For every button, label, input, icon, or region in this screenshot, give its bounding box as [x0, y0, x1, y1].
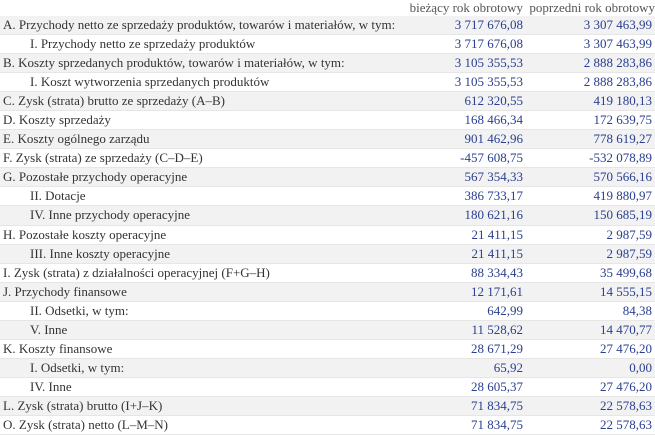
table-header: [0, 0, 655, 16]
row-label: I. Przychody netto ze sprzedaży produktów: [30, 36, 256, 52]
row-previous-value: 27 476,20: [600, 340, 652, 356]
table-row: [0, 226, 655, 245]
table-row: [0, 111, 655, 130]
row-current-value: 567 354,33: [464, 169, 523, 185]
row-current-value: 12 171,61: [471, 283, 523, 299]
row-label: K. Koszty finansowe: [3, 340, 113, 356]
table-row: [0, 321, 655, 340]
row-previous-value: 570 566,16: [593, 169, 652, 185]
row-previous-value: 419 880,97: [593, 188, 652, 204]
table-row: [0, 245, 655, 264]
table-row: [0, 340, 655, 359]
row-current-value: 3 105 355,53: [454, 74, 523, 90]
row-label: B. Koszty sprzedanych produktów, towarów i materiałów, w tym:: [3, 55, 345, 71]
table-row: [0, 187, 655, 206]
row-label: H. Pozostałe koszty operacyjne: [3, 226, 167, 242]
row-current-value: 28 671,29: [471, 340, 523, 356]
row-previous-value: 2 888 283,86: [583, 74, 652, 90]
row-current-value: 3 717 676,08: [454, 36, 523, 52]
row-label: I. Odsetki, w tym:: [30, 359, 125, 375]
row-previous-value: -532 078,89: [589, 150, 652, 166]
row-previous-value: 172 639,75: [593, 112, 652, 128]
row-previous-value: 150 685,19: [593, 207, 652, 223]
row-current-value: 71 834,75: [471, 397, 523, 413]
table-body: [0, 16, 655, 435]
row-previous-value: 3 307 463,99: [583, 17, 652, 33]
row-current-value: 11 528,62: [471, 321, 523, 337]
row-label: II. Odsetki, w tym:: [30, 302, 129, 318]
table-row: [0, 359, 655, 378]
row-label: F. Zysk (strata) ze sprzedaży (C–D–E): [3, 150, 203, 166]
row-current-value: 3 717 676,08: [454, 17, 523, 33]
table-row: [0, 16, 655, 35]
row-current-value: 901 462,96: [464, 131, 523, 147]
row-current-value: 71 834,75: [471, 417, 523, 432]
row-current-value: 21 411,15: [471, 226, 523, 242]
row-current-value: 180 621,16: [464, 207, 523, 223]
row-previous-value: 27 476,20: [600, 378, 652, 394]
row-label: G. Pozostałe przychody operacyjne: [3, 169, 188, 185]
row-previous-value: 84,38: [622, 302, 652, 318]
row-previous-value: 3 307 463,99: [583, 36, 652, 52]
table-row: [0, 92, 655, 111]
row-previous-value: 22 578,63: [600, 417, 652, 432]
row-label: A. Przychody netto ze sprzedaży produktów, towarów i materiałów, w tym:: [3, 17, 396, 33]
row-previous-value: 22 578,63: [600, 397, 652, 413]
table-row: [0, 54, 655, 73]
row-label: I. Koszt wytworzenia sprzedanych produktów: [30, 74, 270, 90]
header-current-year: bieżący rok obrotowy: [409, 0, 523, 15]
row-current-value: 28 605,37: [471, 378, 523, 394]
row-previous-value: 35 499,68: [600, 264, 652, 280]
row-label: I. Zysk (strata) z działalności operacyjnej (F+G–H): [3, 264, 270, 280]
row-label: II. Dotacje: [30, 188, 86, 204]
table-row: [0, 35, 655, 54]
row-current-value: 168 466,34: [464, 112, 523, 128]
row-previous-value: 0,00: [629, 359, 652, 375]
row-label: IV. Inne przychody operacyjne: [30, 207, 191, 223]
row-previous-value: 14 555,15: [600, 283, 652, 299]
row-label: E. Koszty ogólnego zarządu: [3, 131, 150, 147]
table-row: [0, 378, 655, 397]
row-current-value: 65,92: [493, 359, 523, 375]
row-previous-value: 778 619,27: [593, 131, 652, 147]
table-row: [0, 206, 655, 225]
header-previous-year: poprzedni rok obrotowy: [529, 0, 655, 15]
row-current-value: 386 733,17: [464, 188, 523, 204]
table-row: [0, 302, 655, 321]
row-current-value: 21 411,15: [471, 245, 523, 261]
table-row: [0, 416, 655, 435]
row-previous-value: 2 987,59: [606, 245, 652, 261]
table-row: [0, 283, 655, 302]
row-label: J. Przychody finansowe: [3, 283, 127, 299]
table-row: [0, 397, 655, 416]
table-row: [0, 168, 655, 187]
row-label: V. Inne: [30, 321, 68, 337]
row-current-value: 612 320,55: [464, 93, 523, 109]
row-label: III. Inne koszty operacyjne: [30, 245, 171, 261]
table-row: [0, 73, 655, 92]
row-current-value: 642,99: [487, 302, 523, 318]
row-label: C. Zysk (strata) brutto ze sprzedaży (A–B): [3, 93, 226, 109]
row-previous-value: 2 987,59: [606, 226, 652, 242]
row-label: O. Zysk (strata) netto (L–M–N): [3, 417, 168, 432]
table-row: [0, 264, 655, 283]
row-current-value: -457 608,75: [460, 150, 523, 166]
row-label: D. Koszty sprzedaży: [3, 112, 111, 128]
row-label: L. Zysk (strata) brutto (I+J–K): [3, 397, 163, 413]
table-row: [0, 130, 655, 149]
table-row: [0, 149, 655, 168]
row-previous-value: 14 470,77: [600, 321, 652, 337]
row-current-value: 3 105 355,53: [454, 55, 523, 71]
row-previous-value: 2 888 283,86: [583, 55, 652, 71]
row-previous-value: 419 180,13: [593, 93, 652, 109]
row-current-value: 88 334,43: [471, 264, 523, 280]
row-label: IV. Inne: [30, 378, 72, 394]
